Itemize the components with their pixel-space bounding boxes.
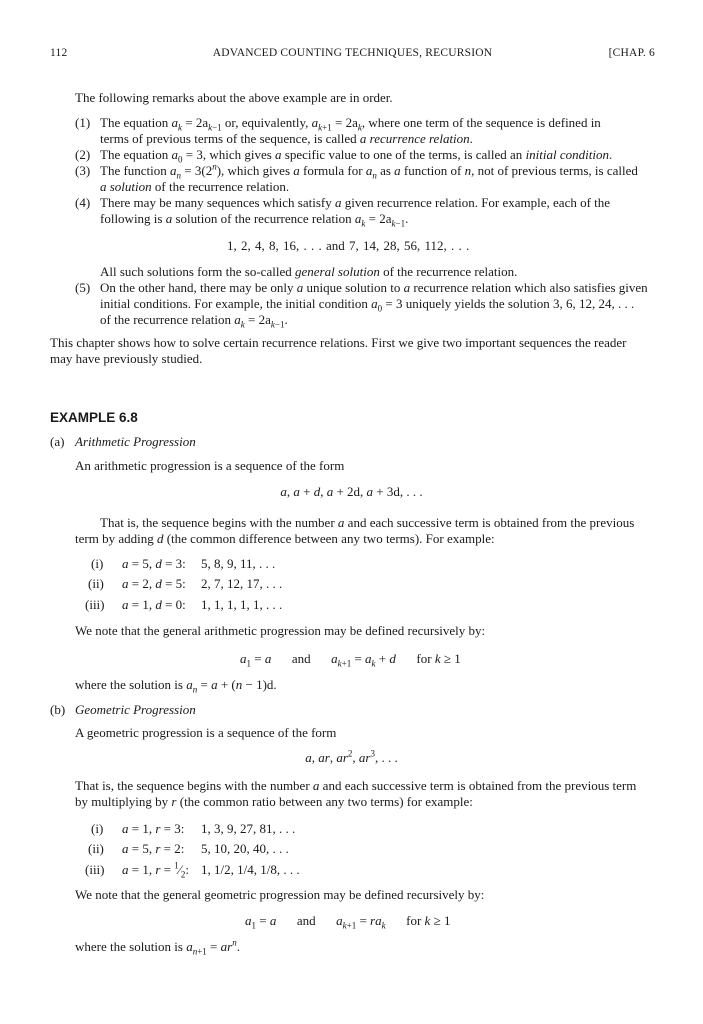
remark-1-line-1: The equation $a_k = 2a_{k-1}$ or, equivalently, $a_{k+1} = 2a_k$, where one term of the sequence is defined in bbox=[100, 115, 601, 133]
part-b-label: (b) bbox=[50, 702, 66, 717]
remark-3-line-1: The function $a_n = 3(2^n)$, which gives a formula for $a_n$ as a function of n, not of previous terms, is called bbox=[100, 161, 638, 181]
recursion-base: $a_1 = a$ bbox=[245, 913, 277, 931]
recursion-base: $a_1 = a$ bbox=[240, 651, 272, 669]
example-condition: a = 5, d = 3: bbox=[122, 556, 186, 571]
part-b-intro: A geometric progression is a sequence of the form bbox=[75, 725, 337, 740]
example-number: (iii) bbox=[85, 597, 105, 612]
recursion-condition: for k ≥ 1 bbox=[416, 651, 461, 666]
chapter-label: [CHAP. 6 bbox=[608, 47, 655, 59]
example-sequence: 2, 7, 12, 17, . . . bbox=[201, 576, 283, 591]
example-condition: a = 1, r = 3: bbox=[122, 821, 185, 836]
remark-number: (1) bbox=[75, 115, 91, 130]
remark-5-line-2: initial conditions. For example, the initial condition $a_0 = 3$ uniquely yields the solution 3, 6, 12, 24, . . . bbox=[100, 296, 635, 314]
part-b-para-line-2: by multiplying by r (the common ratio between any two terms) for example: bbox=[75, 794, 473, 809]
remark-2-line-1: The equation $a_0 = 3$, which gives a specific value to one of the terms, is called an initial condition. bbox=[100, 147, 613, 165]
example-number: (i) bbox=[91, 821, 104, 836]
remark-4-line-3: All such solutions form the so-called general solution of the recurrence relation. bbox=[100, 264, 518, 279]
running-header bbox=[50, 47, 655, 65]
remark-4-line-2: following is a solution of the recurrence relation $a_k = 2a_{k-1}$. bbox=[100, 211, 409, 229]
recursion-step: $a_{k+1} = a_k + d$ bbox=[331, 651, 396, 669]
part-a-note: We note that the general arithmetic progression may be defined recursively by: bbox=[75, 623, 486, 638]
example-sequence: 5, 10, 20, 40, . . . bbox=[201, 841, 289, 856]
example-sequence: 1, 1/2, 1/4, 1/8, . . . bbox=[201, 862, 300, 877]
part-a-para-line-1: That is, the sequence begins with the number a and each successive term is obtained from the previous bbox=[100, 515, 635, 530]
remark-1-line-2: terms of previous terms of the sequence, is called a recurrence relation. bbox=[100, 131, 473, 146]
remark-number: (5) bbox=[75, 280, 91, 295]
remark-number: (2) bbox=[75, 147, 91, 162]
remark-4-line-1: There may be many sequences which satisfy a given recurrence relation. For example, each of the bbox=[100, 195, 611, 210]
part-a-label: (a) bbox=[50, 434, 65, 449]
example-heading: EXAMPLE 6.8 bbox=[50, 410, 138, 425]
running-title: ADVANCED COUNTING TECHNIQUES, RECURSION bbox=[212, 47, 493, 59]
part-b-title: Geometric Progression bbox=[75, 702, 196, 717]
example-condition: a = 5, r = 2: bbox=[122, 841, 185, 856]
remark-4-display: 1, 2, 4, 8, 16, . . . and 7, 14, 28, 56, 112, . . . bbox=[227, 238, 470, 253]
remark-5-line-3: of the recurrence relation $a_k = 2a_{k-1}$. bbox=[100, 312, 288, 330]
example-number: (ii) bbox=[88, 841, 104, 856]
remark-3-line-2: a solution of the recurrence relation. bbox=[100, 179, 290, 194]
part-a-title: Arithmetic Progression bbox=[75, 434, 196, 449]
chapter-paragraph-line-1: This chapter shows how to solve certain recurrence relations. First we give two important sequences the reader bbox=[50, 335, 627, 350]
part-b-recursion bbox=[245, 913, 450, 929]
remark-number: (4) bbox=[75, 195, 91, 210]
example-sequence: 5, 8, 9, 11, . . . bbox=[201, 556, 276, 571]
example-condition: a = 1, d = 0: bbox=[122, 597, 186, 612]
example-sequence: 1, 1, 1, 1, 1, . . . bbox=[201, 597, 283, 612]
part-b-solution: where the solution is $a_{n+1} = ar^n$. bbox=[75, 937, 240, 957]
recursion-condition: for k ≥ 1 bbox=[406, 913, 451, 928]
part-a-form: a, a + d, a + 2d, a + 3d, . . . bbox=[280, 484, 423, 499]
remark-5-line-1: On the other hand, there may be only a unique solution to a recurrence relation which also satisfies given bbox=[100, 280, 648, 295]
recursion-and: and bbox=[291, 651, 311, 666]
intro-text: The following remarks about the above example are in order. bbox=[75, 90, 393, 105]
example-condition: a = 1, $r = ^1⁄_2$: bbox=[122, 860, 190, 880]
example-number: (iii) bbox=[85, 862, 105, 877]
example-number: (i) bbox=[91, 556, 104, 571]
example-number: (ii) bbox=[88, 576, 104, 591]
part-a-recursion bbox=[240, 651, 461, 667]
part-b-form: a, ar, $ar^2$, $ar^3$, . . . bbox=[305, 748, 398, 765]
recursion-step: $a_{k+1} = ra_k$ bbox=[336, 913, 386, 931]
part-b-note: We note that the general geometric progression may be defined recursively by: bbox=[75, 887, 485, 902]
remark-number: (3) bbox=[75, 163, 91, 178]
chapter-paragraph-line-2: may have previously studied. bbox=[50, 351, 203, 366]
part-a-solution: where the solution is $a_n = a + (n - 1)d$. bbox=[75, 677, 277, 695]
part-b-para-line-1: That is, the sequence begins with the number a and each successive term is obtained from the previous term bbox=[75, 778, 637, 793]
part-a-para-line-2: term by adding d (the common difference between any two terms). For example: bbox=[75, 531, 495, 546]
example-sequence: 1, 3, 9, 27, 81, . . . bbox=[201, 821, 296, 836]
example-condition: a = 2, d = 5: bbox=[122, 576, 186, 591]
part-a-intro: An arithmetic progression is a sequence of the form bbox=[75, 458, 345, 473]
page-number: 112 bbox=[50, 47, 68, 59]
recursion-and: and bbox=[296, 913, 316, 928]
